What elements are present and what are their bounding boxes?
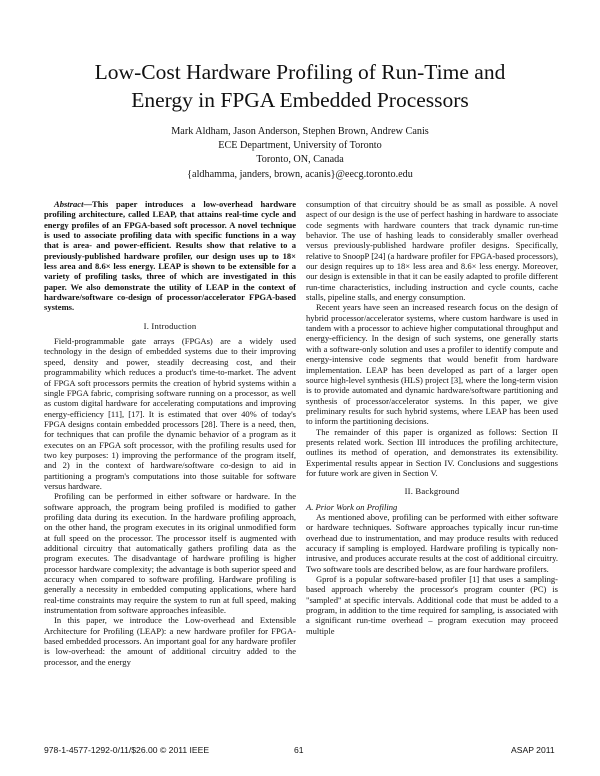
author-email: {aldhamma, janders, brown, acanis}@eecg.toronto.edu <box>187 168 413 180</box>
abstract <box>44 199 296 313</box>
section-heading-background: II. Background <box>404 486 460 497</box>
footer-page-number: 61 <box>294 745 304 755</box>
abstract-label: Abstract <box>54 199 84 209</box>
author-affiliation: ECE Department, University of Toronto <box>218 140 382 152</box>
footer-isbn: 978-1-4577-1292-0/11/$26.00 © 2011 IEEE <box>44 745 210 755</box>
section-heading-introduction: I. Introduction <box>143 320 197 331</box>
intro-paragraph-2: Profiling can be performed in either software or hardware. In the software approach, the program being profiled is modified to gather profiling data during its execution. In the hardware profiling approach, on the other hand, the program executes in its original unmodified form at full speed on the processor. The processor itself is augmented with additional circuitry that automatically gathers profiling data as the program executes. The disadvantage of hardware profiling is higher processor hardware complexity; the advantage is both superior speed and accuracy when compared to software profiling. Hardware profiling is generally a necessity in embedded computing applications, where hard real-time constraints may require the system to run at full speed, making instrumentation from software approaches infeasible. <box>44 491 296 616</box>
intro-paragraph-4: Recent years have seen an increased research focus on the design of hybrid processor/accelerator systems, where custom hardware is used in tandem with a processor to achieve higher computational throughput and energy-efficiency. In the design of such systems, one generally starts with a software-only solution and uses a profiler to identify compute and energy-intensive code segments that would benefit from hardware implementation. LEAP has been developed as part of a larger open source high-level synthesis (HLS) project [3], where the long-term vision is to provide automated and dynamic hardware/software partitioning and synthesis of processor/accelerator systems. In this paper, we give preliminary results for such hybrid systems, where LEAP has been used to inform the partitioning decisions. <box>306 302 558 427</box>
intro-paragraph-3-cont: consumption of that circuitry should be as small as possible. A novel aspect of our design is the use of perfect hashing in hardware to associate code segments with hardware counters that track dynamic run-time behavior. The use of hashing leads to considerably smaller overhead versus previously-published hardware profiler designs. Specifically, relative to SnoopP [24] (a hardware profiler for FPGA-based processors), our design requires up to 18× less area and 8.6× less energy. Moreover, our design is extensible in that it can be easily adapted to profile different run-time characteristics, including instruction and cycle counts, cache stalls, pipeline stalls, and energy consumption. <box>306 199 558 303</box>
background-paragraph-1: As mentioned above, profiling can be performed with either software or hardware techniques. Software approaches typically incur run-time overhead due to instrumentation, and may produce results with reduced accuracy if sampling is employed. Hardware profiling is typically non-intrusive, and produces accurate results at the cost of additional circuitry. Two software tools are described below, as are four hardware profilers. <box>306 511 558 574</box>
title-line-1: Low-Cost Hardware Profiling of Run-Time and <box>94 60 506 84</box>
author-names: Mark Aldham, Jason Anderson, Stephen Brown, Andrew Canis <box>171 126 429 137</box>
footer-venue: ASAP 2011 <box>511 745 555 755</box>
paper-title <box>0 58 600 114</box>
intro-paragraph-3: In this paper, we introduce the Low-overhead and Extensible Architecture for Profiling (LEAP): a new hardware profiler for FPGA-based embedded processors. An important goal for any hardware profiler is low-overhead: the amount of additional circuitry added to the processor, and the energy <box>44 615 296 667</box>
abstract-text: —This paper introduces a low-overhead hardware profiling architecture, called LEAP, that attains real-time cycle and energy profiles of an FPGA-based soft processor. A novel technique is used to associate profiling data with specific functions in a way that is area- and power-efficient. Results show that relative to a previously-published hardware profiler, our design uses up to 18× less area and 8.6× less energy. LEAP is shown to be extensible for a variety of profiling tasks, three of which are investigated in this paper. We also demonstrate the utility of LEAP in the context of hardware/software co-design of processor/accelerator FPGA-based systems. <box>44 199 296 313</box>
background-paragraph-2: Gprof is a popular software-based profiler [1] that uses a sampling-based approach whereby the processor's program counter (PC) is "sampled" at specific intervals. Additional code that must be added to a program, in addition to the time required for sampling, is associated with a significant run-time overhead – program execution may proceed multiple <box>306 574 558 636</box>
author-block <box>0 125 600 182</box>
intro-paragraph-5: The remainder of this paper is organized as follows: Section II presents related work. Section III introduces the profiling architecture, outlines its method of operation, and demonstrates its extensibility. Experimental results appear in Section IV. Conclusions and suggestions for future work are given in Section V. <box>306 426 558 478</box>
subsection-heading-prior-work: A. Prior Work on Profiling <box>306 501 398 512</box>
intro-paragraph-1: Field-programmable gate arrays (FPGAs) are a widely used technology in the design of embedded systems due to their improving speed, density and power, steadily decreasing cost, and their programmability which reduces a product's time-to-market. The advent of FPGA soft processors permits the creation of hybrid systems within a single FPGA fabric, comprising software running on a processor, as well as custom digital hardware for accelerating computations and improving energy-efficiency [11], [17]. It is estimated that over 40% of today's FPGA designs contain embedded processors [28]. There is a need, then, for techniques that can profile the dynamic behavior of a program as it executes on an FPGA soft processor, with the profiling results used for two key purposes: 1) improving the performance of the program itself, and 2) in the context of hardware/software co-design to aid in partitioning a program's computations into those suitable for software versus hardware. <box>44 336 296 491</box>
title-line-2: Energy in FPGA Embedded Processors <box>131 88 469 112</box>
left-column <box>44 199 296 667</box>
author-city: Toronto, ON, Canada <box>256 154 344 166</box>
right-column <box>306 199 558 636</box>
